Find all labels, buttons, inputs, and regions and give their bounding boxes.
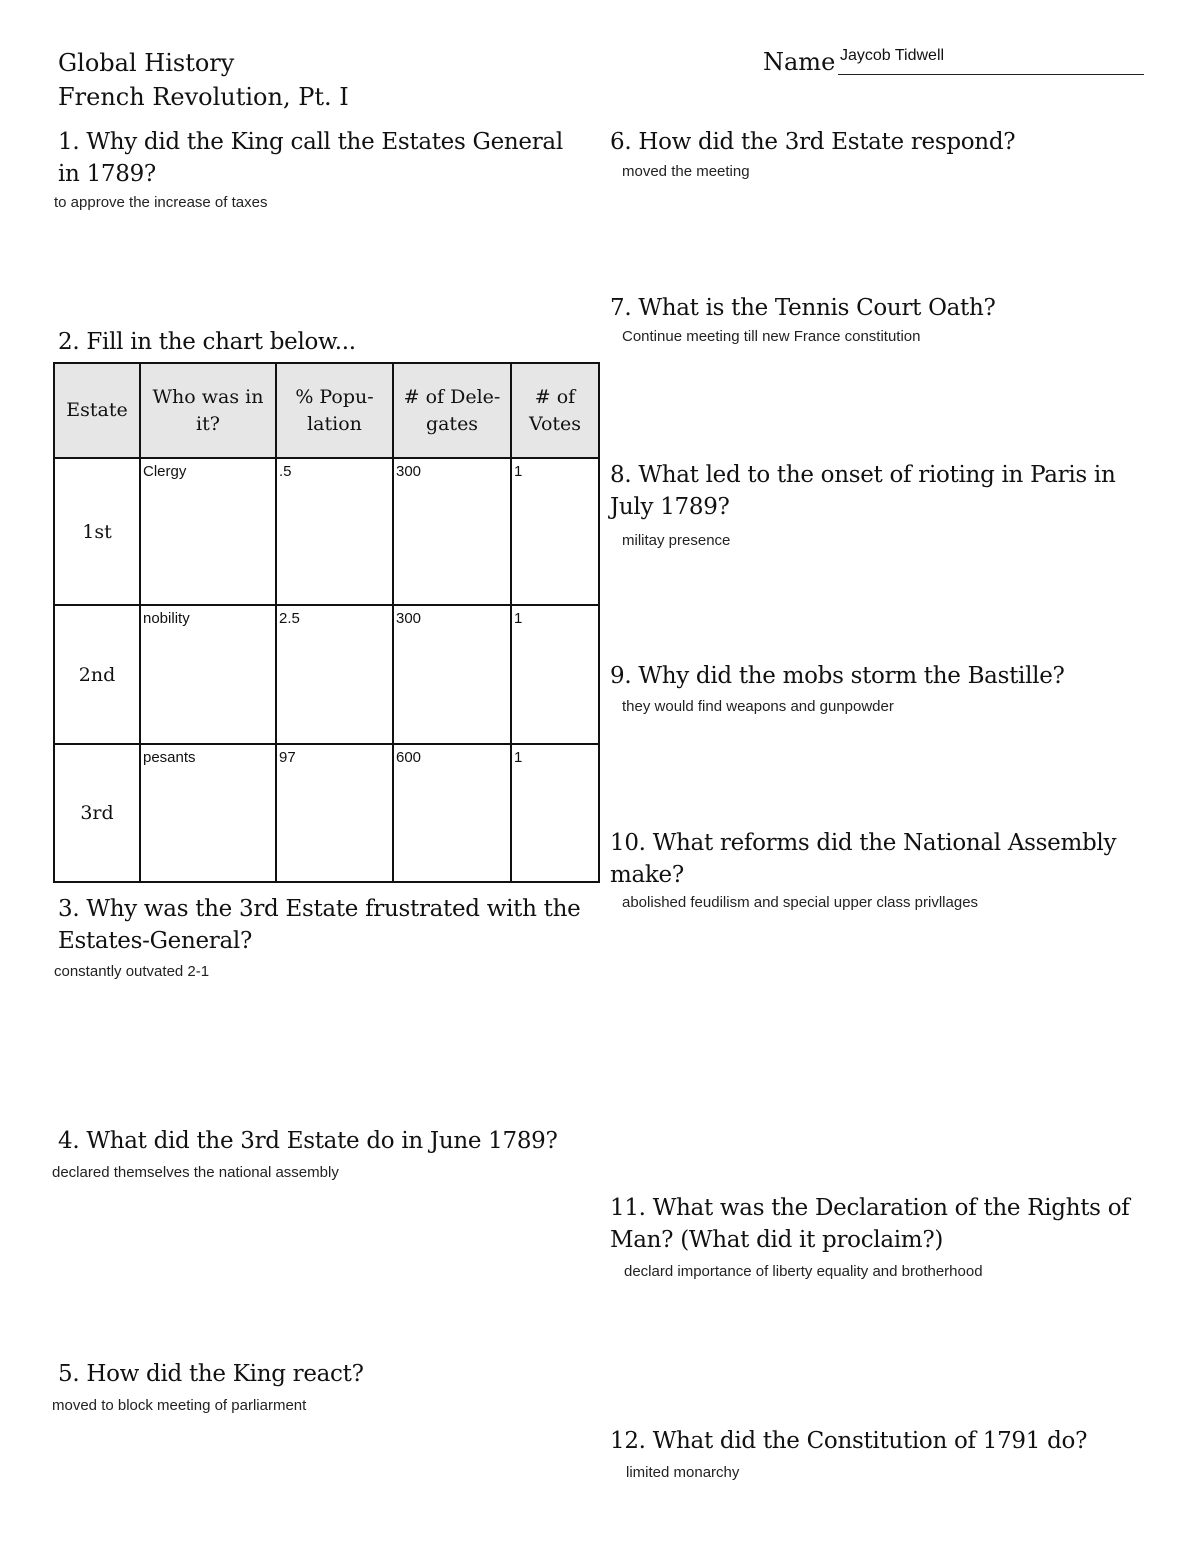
table-row	[54, 744, 599, 882]
who-value: pesants	[143, 749, 196, 766]
answer-9: they would find weapons and gunpowder	[622, 698, 894, 715]
question-3: 3. Why was the 3rd Estate frustrated with the Estates-General?	[58, 896, 581, 954]
table-row	[54, 458, 599, 605]
answer-1: to approve the increase of taxes	[54, 194, 268, 211]
question-8: 8. What led to the onset of rioting in Paris in July 1789?	[610, 462, 1116, 520]
population-value: .5	[279, 463, 292, 480]
votes-cell[interactable]	[511, 605, 599, 744]
delegates-value: 300	[396, 610, 422, 627]
delegates-cell[interactable]	[393, 605, 511, 744]
population-cell[interactable]	[276, 605, 393, 744]
question-4: 4. What did the 3rd Estate do in June 1789?	[58, 1128, 558, 1154]
header-votes: # of Votes	[511, 363, 599, 458]
question-2: 2. Fill in the chart below...	[58, 329, 356, 355]
header-population: % Popu-lation	[276, 363, 393, 458]
name-field[interactable]	[838, 47, 1144, 75]
votes-value: 1	[514, 749, 523, 766]
answer-6: moved the meeting	[622, 163, 750, 180]
who-cell[interactable]	[140, 744, 276, 882]
population-cell[interactable]	[276, 458, 393, 605]
estate-cell: 2nd	[54, 605, 140, 744]
answer-8: militay presence	[622, 532, 731, 549]
question-9: 9. Why did the mobs storm the Bastille?	[610, 663, 1065, 689]
answer-11: declard importance of liberty equality and brotherhood	[624, 1263, 983, 1280]
delegates-cell[interactable]	[393, 744, 511, 882]
header-delegates: # of Dele-gates	[393, 363, 511, 458]
course-title: Global History	[58, 49, 235, 77]
name-label: Name	[763, 48, 836, 76]
votes-cell[interactable]	[511, 458, 599, 605]
who-cell[interactable]	[140, 458, 276, 605]
question-1: 1. Why did the King call the Estates General in 1789?	[58, 129, 563, 187]
delegates-value: 300	[396, 463, 422, 480]
delegates-cell[interactable]	[393, 458, 511, 605]
delegates-value: 600	[396, 749, 422, 766]
question-5: 5. How did the King react?	[58, 1361, 364, 1387]
answer-4: declared themselves the national assembly	[52, 1164, 339, 1181]
question-7: 7. What is the Tennis Court Oath?	[610, 295, 996, 321]
answer-10: abolished feudilism and special upper class privllages	[622, 894, 979, 911]
estate-cell: 1st	[54, 458, 140, 605]
table-row	[54, 605, 599, 744]
name-value: Jaycob Tidwell	[840, 47, 945, 64]
votes-cell[interactable]	[511, 744, 599, 882]
question-10: 10. What reforms did the National Assembly make?	[610, 830, 1117, 888]
header-estate: Estate	[54, 363, 140, 458]
votes-value: 1	[514, 610, 523, 627]
question-11: 11. What was the Declaration of the Rights of Man? (What did it proclaim?)	[610, 1195, 1130, 1253]
votes-value: 1	[514, 463, 523, 480]
population-value: 2.5	[279, 610, 300, 627]
table-header-row	[54, 363, 599, 458]
population-value: 97	[279, 749, 296, 766]
answer-3: constantly outvated 2-1	[54, 963, 210, 980]
who-cell[interactable]	[140, 605, 276, 744]
unit-title: French Revolution, Pt. I	[58, 83, 349, 111]
question-6: 6. How did the 3rd Estate respond?	[610, 129, 1016, 155]
answer-7: Continue meeting till new France constitution	[622, 328, 921, 345]
estate-cell: 3rd	[54, 744, 140, 882]
header-who: Who was in it?	[140, 363, 276, 458]
who-value: nobility	[143, 610, 190, 627]
answer-5: moved to block meeting of parliarment	[52, 1397, 307, 1414]
question-12: 12. What did the Constitution of 1791 do?	[610, 1428, 1088, 1454]
who-value: Clergy	[143, 463, 187, 480]
answer-12: limited monarchy	[626, 1464, 740, 1481]
estates-table	[53, 362, 600, 883]
population-cell[interactable]	[276, 744, 393, 882]
